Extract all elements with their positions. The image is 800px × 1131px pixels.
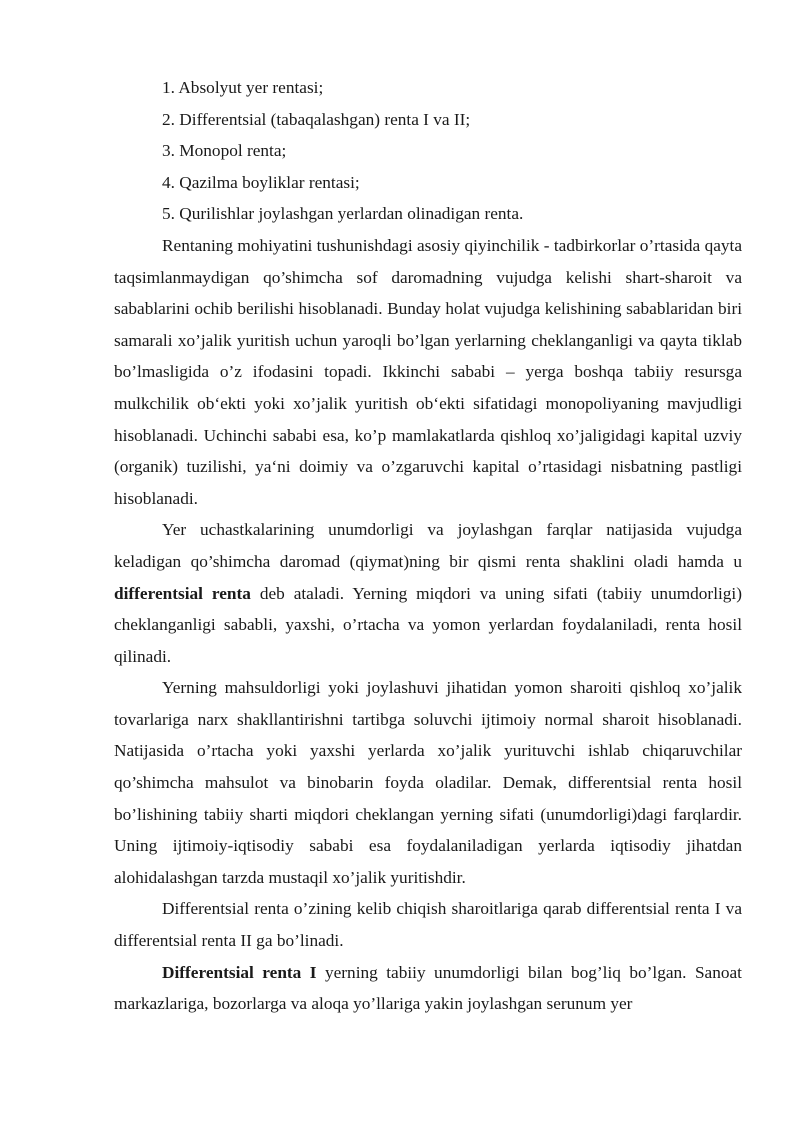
list-item: 2. Differentsial (tabaqalashgan) renta I va II; (162, 109, 471, 129)
list-item: 3. Monopol renta; (162, 141, 287, 161)
document-body (114, 72, 742, 1020)
paragraph-text: deb ataladi. Yerning miqdori va uning sifati (tabiiy unumdorligi) cheklanganligi sababli, yaxshi, o’rtacha va yomon yerlardan foydalaniladi, renta hosil qilinadi. (114, 583, 742, 666)
paragraph-text: Yer uchastkalarining unumdorligi va joylashgan farqlar natijasida vujudga keladigan qo’shimcha daromad (qiymat)ning bir qismi renta shaklini oladi hamda u (114, 520, 742, 571)
paragraph-rent-essence: Rentaning mohiyatini tushunishdagi asosiy qiyinchilik - tadbirkorlar o’rtasida qayta taqsimlanmaydigan qo’shimcha sof daromadning vujudga kelishi shart-sharoit va sabablarini ochib berilishi hisoblanadi. Bunday holat vujudga kelishining sabablaridan biri samarali xo’jalik yuritish uchun yaroqli bo’lgan yerlarning cheklanganligi va qayta tiklab bo’lmasligida o’z ifodasini topadi. Ikkinchi sababi – yerga boshqa tabiiy resursga mulkchilik ob‘ekti yoki xo’jalik yuritish ob‘ekti sifatidagi monopoliyaning mavjudligi hisoblanadi. Uchinchi sababi esa, ko’p mamlakatlarda qishloq xo’jaligidagi kapital uzviy (organik) tuzilishi, ya‘ni doimiy va o’zgaruvchi kapital o’rtasidagi nisbatning pastligi hisoblanadi. (114, 235, 742, 508)
paragraph-differential-rent (114, 514, 742, 672)
list-item: 4. Qazilma boyliklar rentasi; (162, 172, 360, 192)
bold-term: Differentsial renta I (162, 962, 317, 982)
paragraph-land-conditions: Yerning mahsuldorligi yoki joylashuvi jihatidan yomon sharoiti qishloq xo’jalik tovarlariga narx shakllantirishni tartibga soluvchi ijtimoiy normal sharoit hisoblanadi. Natijasida o’rtacha yoki yaxshi yerlarda xo’jalik yurituvchi ishlab chiqaruvchilar qo’shimcha mahsulot va binobarin foyda oladilar. Demak, differentsial renta hosil bo’lishining tabiiy sharti miqdori cheklangan yerning sifati (unumdorligi)dagi farqlardir. Uning ijtimoiy-iqtisodiy sababi esa foydalaniladigan yerlarda iqtisodiy jihatdan alohidalashgan tarzda mustaqil xo’jalik yuritishdir. (114, 678, 742, 887)
paragraph-rent-types: Differentsial renta o’zining kelib chiqish sharoitlariga qarab differentsial renta I va differentsial renta II ga bo’linadi. (114, 899, 742, 951)
list-item: 1. Absolyut yer rentasi; (162, 78, 324, 97)
paragraph-text: yerning tabiiy unumdorligi bilan bog’liq bo’lgan. Sanoat markazlariga, bozorlarga va aloqa yo’llariga yakin joylashgan serunum yer (114, 962, 742, 1014)
list-item: 5. Qurilishlar joylashgan yerlardan olinadigan renta. (162, 204, 524, 224)
paragraph-differential-rent-one (114, 957, 742, 1020)
bold-term: differentsial renta (114, 583, 251, 603)
